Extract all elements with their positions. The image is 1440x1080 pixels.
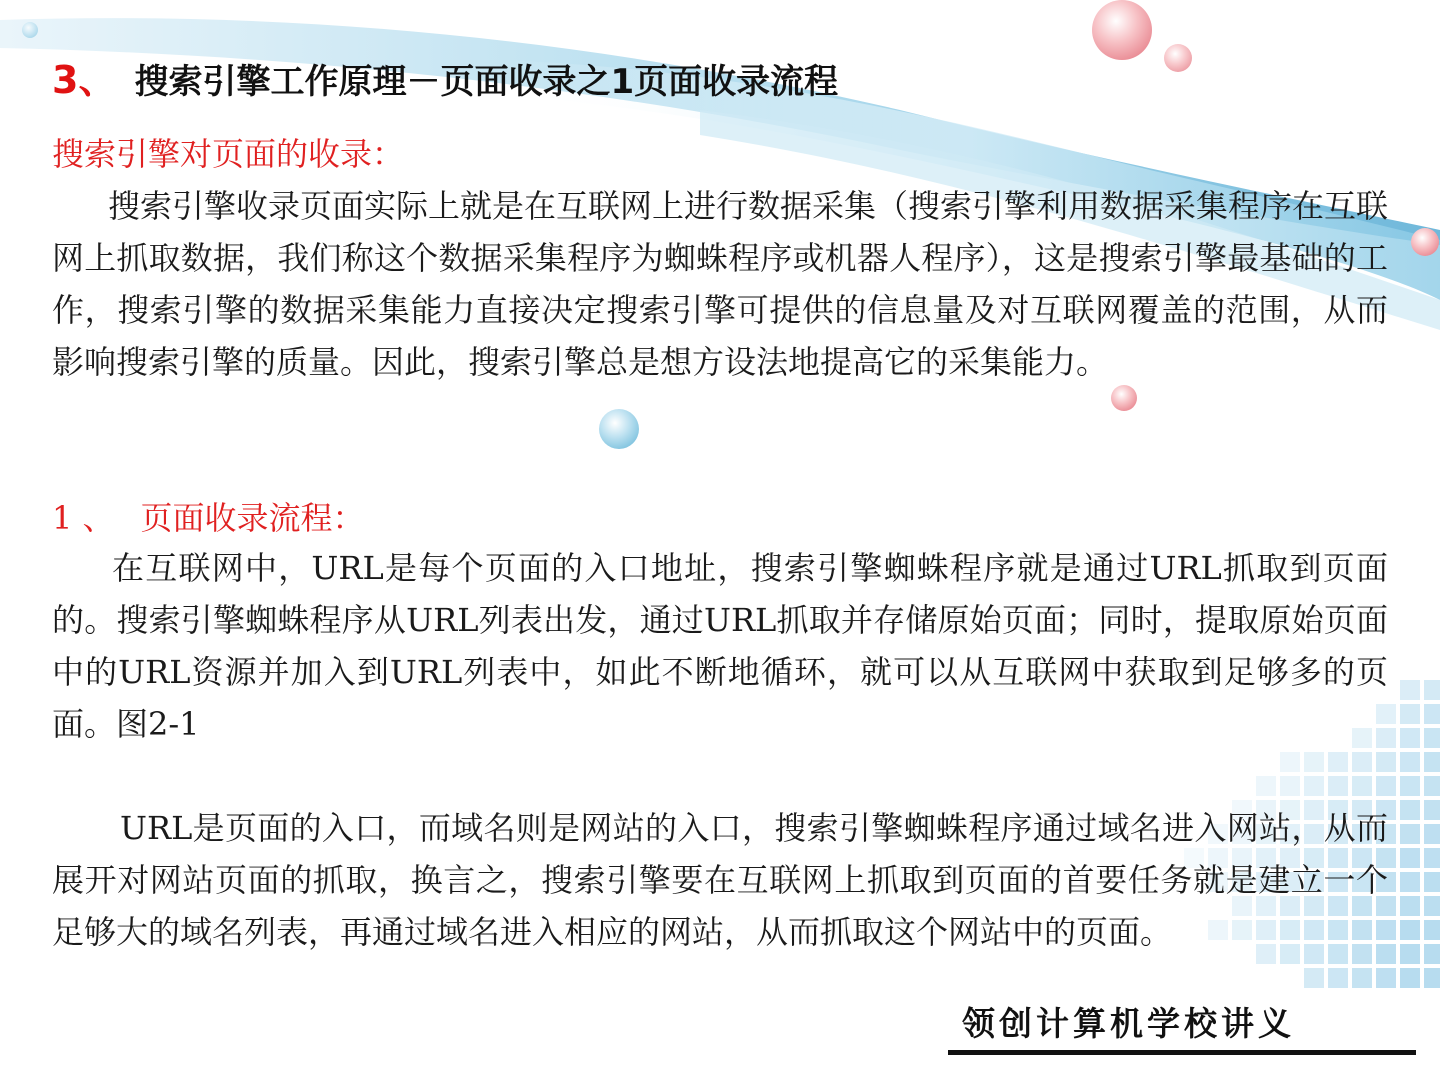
section2-paragraph-2: URL是页面的入口，而域名则是网站的入口，搜索引擎蜘蛛程序通过域名进入网站，从而展开对网站页面的抓取，换言之，搜索引擎要在互联网上抓取到页面的首要任务就是建立一个足够大的域名列表，再通过域名进入相应的网站，从而抓取这个网站中的页面。 [52,809,1388,951]
section2-heading-text: 页面收录流程： [140,499,365,537]
slide-title [52,56,838,106]
section2-heading [52,496,365,540]
title-text: 搜索引擎工作原理－页面收录之1页面收录流程 [134,62,839,102]
title-number: 3、 [52,58,117,102]
section2-paragraph-1: 在互联网中，URL是每个页面的入口地址，搜索引擎蜘蛛程序就是通过URL抓取到页面的。搜索引擎蜘蛛程序从URL列表出发，通过URL抓取并存储原始页面；同时，提取原始页面中的URL资源并加入到URL列表中，如此不断地循环，就可以从互联网中获取到足够多的页面。图2-1 [52,549,1388,743]
footer-rule [948,1050,1416,1055]
footer-label: 领创计算机学校讲义 [962,1004,1295,1043]
section2-index: 1 、 [52,499,115,537]
section1-heading: 搜索引擎对页面的收录： [52,135,405,173]
section1-paragraph: 搜索引擎收录页面实际上就是在互联网上进行数据采集（搜索引擎利用数据采集程序在互联网上抓取数据，我们称这个数据采集程序为蜘蛛程序或机器人程序），这是搜索引擎最基础的工作，搜索引擎的数据采集能力直接决定搜索引擎可提供的信息量及对互联网覆盖的范围，从而影响搜索引擎的质量。因此，搜索引擎总是想方设法地提高它的采集能力。 [52,187,1389,381]
